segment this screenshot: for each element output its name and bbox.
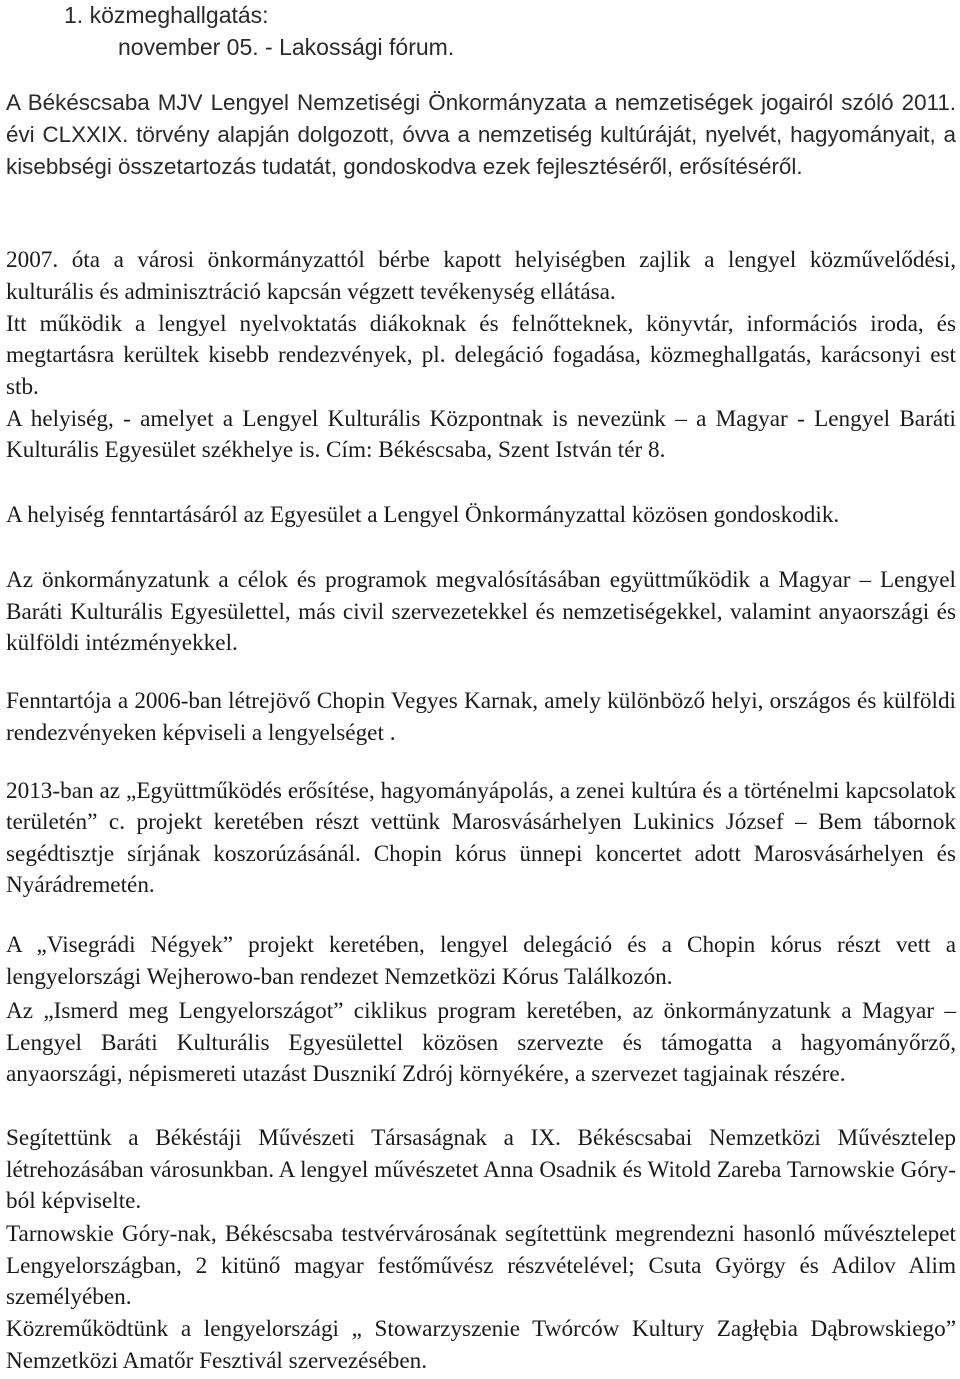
paragraph-festival: Közreműködtünk a lengyelországi „ Stowarzyszenie Twórców Kultury Zagłębia Dąbrowskiego” Nemzetközi Amatőr Fesztivál szervezésében.	[6, 1316, 956, 1374]
paragraph-intro: A Békéscsaba MJV Lengyel Nemzetiségi Önkormányzata a nemzetiségek jogairól szóló 2011. évi CLXXIX. törvény alapján dolgozott, óvva a nemzetiség kultúráját, nyelvét, hagyományait, a kisebbségi összetartozás tudatát, gondoskodva ezek fejlesztéséről, erősítéséről.	[6, 90, 956, 179]
paragraph-premises: 2007. óta a városi önkormányzattól bérbe kapott helyiségben zajlik a lengyel közművelődési, kulturális és adminisztráció kapcsán végzett tevékenység ellátása.	[6, 247, 956, 305]
paragraph-cooperation: Az önkormányzatunk a célok és programok megvalósításában együttműködik a Magyar – Lengyel Baráti Kulturális Egyesülettel, más civil szervezetekkel és nemzetiségekkel, valamint anyaországi és külföldi intézményekkel.	[6, 567, 956, 656]
paragraph-visegrad: A „Visegrádi Négyek” projekt keretében, lengyel delegáció és a Chopin kórus részt vett a lengyelországi Wejherowo-ban rendezet Nemzetközi Kórus Találkozón.	[6, 932, 956, 990]
paragraph-tarnowskie-gory: Tarnowskie Góry-nak, Békéscsaba testvérvárosának segítettünk megrendezni hasonló művésztelepet Lengyelországban, 2 kitünő magyar festőművész részvételével; Csuta György és Adilov Alim személyében.	[6, 1221, 956, 1310]
paragraph-poland-program: Az „Ismerd meg Lengyelországot” ciklikus program keretében, az önkormányzatunk a Magyar – Lengyel Baráti Kulturális Egyesülettel közösen szervezte és támogatta a hagyományőrző, anyaországi, népismereti utazást Dusznikí Zdrój környékére, a szervezet tagjainak részére.	[6, 998, 956, 1087]
paragraph-choir: Fenntartója a 2006-ban létrejövő Chopin Vegyes Karnak, amely különböző helyi, országos és külföldi rendezvényeken képviseli a lengyelséget .	[6, 688, 956, 746]
paragraph-center-address: A helyiség, - amelyet a Lengyel Kulturális Központnak is nevezünk – a Magyar - Lengyel Baráti Kulturális Egyesület székhelye is. Cím: Békéscsaba, Szent István tér 8.	[6, 406, 956, 464]
paragraph-art-colony: Segítettünk a Békéstáji Művészeti Társaságnak a IX. Békéscsabai Nemzetközi Művésztelep létrehozásában városunkban. A lengyel művészetet Anna Osadnik és Witold Zareba Tarnowskie Góry-ból képviselte.	[6, 1125, 956, 1214]
paragraph-activities: Itt működik a lengyel nyelvoktatás diákoknak és felnőtteknek, könyvtár, információs iroda, és megtartásra kerültek kisebb rendezvények, pl. delegáció fogadása, közmeghallgatás, karácsonyi est stb.	[6, 311, 956, 400]
paragraph-maintenance: A helyiség fenntartásáról az Egyesület a Lengyel Önkormányzattal közösen gondoskodik.	[6, 502, 840, 528]
paragraph-2013-project: 2013-ban az „Együttműködés erősítése, hagyományápolás, a zenei kultúra és a történelmi kapcsolatok területén” c. projekt keretében részt vettünk Marosvásárhelyen Lukinics József – Bem tábornok segédtisztje sírjának koszorúzásánál. Chopin kórus ünnepi koncertet adott Marosvásárhelyen és Nyárádremetén.	[6, 778, 956, 899]
section-subheading: november 05. - Lakossági fórum.	[118, 34, 455, 60]
section-heading: 1. közmeghallgatás:	[64, 2, 269, 28]
